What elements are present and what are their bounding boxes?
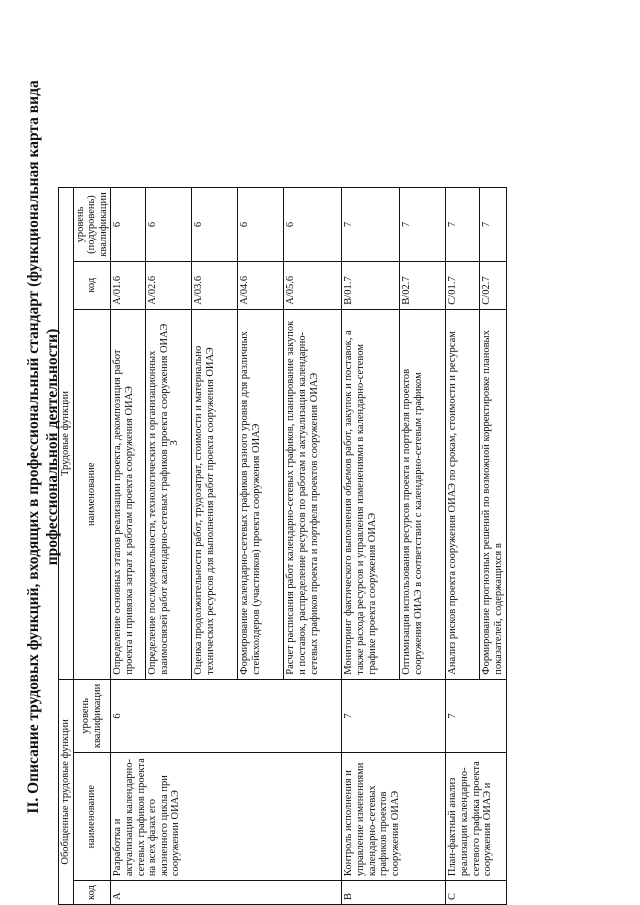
function-name: Оценка продолжительности работ, трудозатрат, стоимости и материально технических ресурсов для выполнения работ проекта сооружения ОИАЭ (192, 309, 238, 679)
functional-map-table (58, 187, 507, 905)
function-code: А/01.6 (111, 261, 146, 309)
function-code: С/01.7 (446, 261, 480, 309)
function-level: 6 (111, 188, 146, 261)
function-code: А/05.6 (284, 261, 342, 309)
page-number: 3 (168, 440, 180, 446)
function-code: А/04.6 (238, 261, 284, 309)
function-name: Расчет расписания работ календарно-сетевых графиков, планирование закупок и поставок, распределение ресурсов по работам и актуализация календарно-сетевых графиков проекта и портфеля проектов сооружения ОИАЭ (284, 309, 342, 679)
header-row-sub (73, 188, 111, 905)
function-level: 7 (400, 188, 446, 261)
group-level: 7 (342, 679, 446, 752)
function-level: 6 (238, 188, 284, 261)
function-code: С/02.7 (480, 261, 506, 309)
function-level: 6 (146, 188, 192, 261)
section-title-line-2: профессиональной деятельности) (44, 328, 61, 566)
function-level: 6 (284, 188, 342, 261)
group-code: С (446, 881, 506, 905)
header-generalized-functions: Обобщенные трудовые функции (59, 679, 74, 904)
group-name: Разработка и актуализация календарно-сетевых графиков проекта на всех фазах его жизненного цикла при сооружении ОИАЭ (111, 753, 342, 881)
group-code: А (111, 881, 342, 905)
function-level: 7 (342, 188, 400, 261)
section-title (24, 47, 62, 847)
header-tf-code: код (73, 261, 111, 309)
table-row (111, 188, 146, 905)
function-name: Определение последовательности, технологических и организационных взаимосвязей работ календарно-сетевых графиков проекта сооружения ОИАЭ (146, 309, 192, 679)
group-level: 7 (446, 679, 506, 752)
table-row (446, 188, 480, 905)
group-name: Контроль исполнения и управление изменениями календарно-сетевых графиков проектов сооружения ОИАЭ (342, 753, 446, 881)
group-name: План-фактный анализ реализации календарно-сетевого графика проекта сооружения ОИАЭ и (446, 753, 506, 881)
function-name: Мониторинг фактического выполнения объемов работ, закупок и поставок, а также расхода ресурсов и управления изменениями в календарно-сетевом графике проекта сооружения ОИАЭ (342, 309, 400, 679)
header-level: уровень квалификации (73, 679, 111, 752)
header-tf-level: уровень (подуровень) квалификации (73, 188, 111, 261)
header-code: код (73, 881, 111, 905)
function-name: Формирование календарно-сетевых графиков разного уровня для различных стейкхолдеров (участников) проекта сооружения ОИАЭ (238, 309, 284, 679)
group-level: 6 (111, 679, 342, 752)
function-name: Анализ рисков проекта сооружения ОИАЭ по срокам, стоимости и ресурсам (446, 309, 480, 679)
header-row-top (59, 188, 74, 905)
function-code: В/01.7 (342, 261, 400, 309)
function-name: Формирование прогнозных решений по возможной корректировке плановых показателей, содержащихся в (480, 309, 506, 679)
function-name: Определение основных этапов реализации проекта, декомпозиция работ проекта и привязка затрат к работам проекта сооружения ОИАЭ (111, 309, 146, 679)
function-code: А/02.6 (146, 261, 192, 309)
function-code: В/02.7 (400, 261, 446, 309)
group-code: В (342, 881, 446, 905)
function-code: А/03.6 (192, 261, 238, 309)
header-name: наименование (73, 753, 111, 881)
function-level: 7 (446, 188, 480, 261)
header-tf-name: наименование (73, 309, 111, 679)
header-labor-functions: Трудовые функции (59, 188, 74, 679)
function-level: 6 (192, 188, 238, 261)
section-title-line-1: II. Описание трудовых функций, входящих в профессиональный стандарт (функциональная карта вида (25, 80, 42, 814)
table-row (342, 188, 400, 905)
function-name: Оптимизация использования ресурсов проекта и портфеля проектов сооружения ОИАЭ в соответствии с календарно-сетевым графиком (400, 309, 446, 679)
function-level: 7 (480, 188, 506, 261)
